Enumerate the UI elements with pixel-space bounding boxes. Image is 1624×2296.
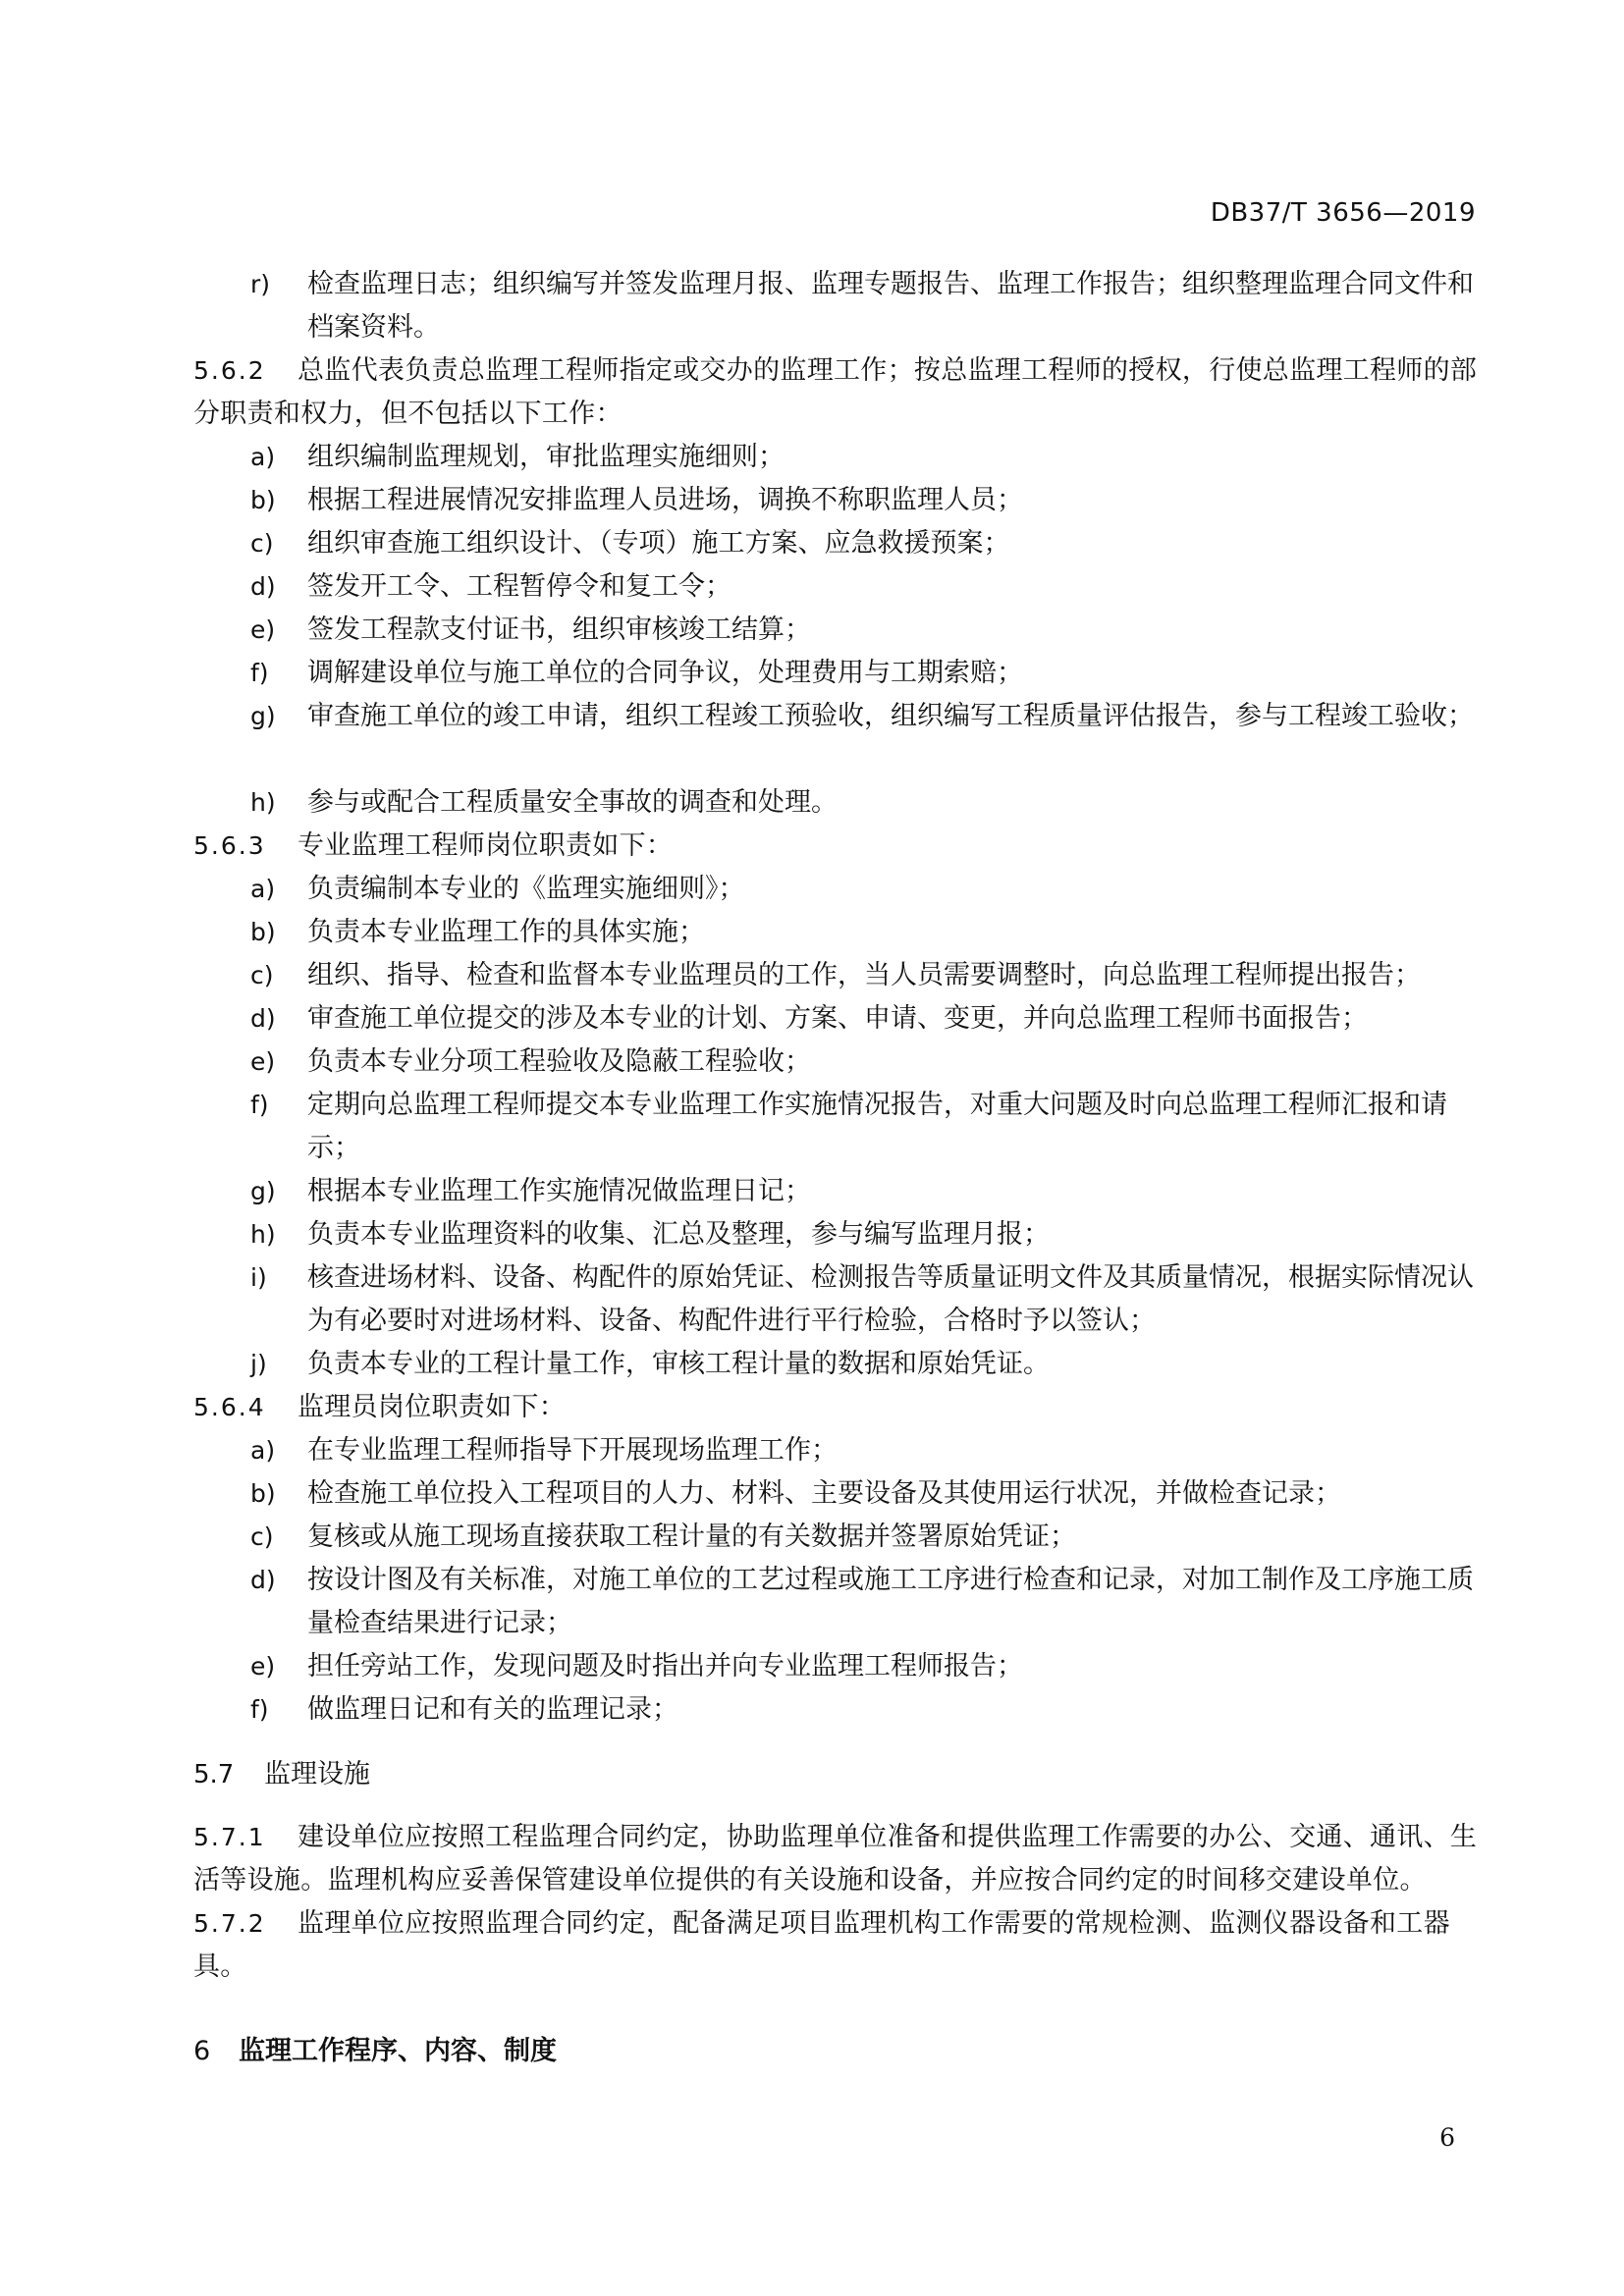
chapter-title: 监理工作程序、内容、制度 <box>239 2036 557 2066</box>
chapter-number: 6 <box>193 2036 211 2066</box>
section-heading-5-7 <box>193 1753 1480 1796</box>
list-item <box>193 1472 1480 1516</box>
list-marker: b) <box>250 918 276 946</box>
list-item <box>193 1170 1480 1213</box>
list-marker: c) <box>250 1522 274 1551</box>
list-text: 负责本专业分项工程验收及隐蔽工程验收； <box>307 1046 811 1077</box>
list-text: 负责本专业的工程计量工作，审核工程计量的数据和原始凭证。 <box>307 1349 1050 1379</box>
list-marker: a) <box>250 443 276 471</box>
clause-number: 5.6.4 <box>193 1393 266 1421</box>
list-marker: a) <box>250 875 276 903</box>
clause-5-6-2 <box>193 349 1480 436</box>
list-item <box>193 1429 1480 1472</box>
list-marker: e) <box>250 1047 276 1076</box>
list-text: 组织、指导、检查和监督本专业监理员的工作，当人员需要调整时，向总监理工程师提出报告； <box>307 960 1421 990</box>
list-text: 审查施工单位提交的涉及本专业的计划、方案、申请、变更，并向总监理工程师书面报告； <box>307 1003 1368 1034</box>
list-text: 根据工程进展情况安排监理人员进场，调换不称职监理人员； <box>307 485 1023 515</box>
list-text: 负责编制本专业的《监理实施细则》； <box>307 874 745 904</box>
list-marker: b) <box>250 486 276 514</box>
list-text: 参与或配合工程质量安全事故的调查和处理。 <box>307 787 838 818</box>
list-item <box>193 565 1480 609</box>
clause-text: 总监代表负责总监理工程师指定或交办的监理工作；按总监理工程师的授权，行使总监理工程师的部分职责和权力，但不包括以下工作： <box>193 355 1478 429</box>
clause-number: 5.7.2 <box>193 1909 266 1938</box>
list-item <box>193 1343 1480 1386</box>
list-text: 调解建设单位与施工单位的合同争议，处理费用与工期索赔； <box>307 658 1023 688</box>
list-marker: f) <box>250 1695 269 1724</box>
list-item <box>193 868 1480 911</box>
clause-5-6-3 <box>193 825 1480 868</box>
list-item <box>193 954 1480 997</box>
list-item <box>193 652 1480 695</box>
list-text: 检查施工单位投入工程项目的人力、材料、主要设备及其使用运行状况，并做检查记录； <box>307 1478 1341 1509</box>
page-number: 6 <box>1439 2123 1455 2152</box>
list-text: 复核或从施工现场直接获取工程计量的有关数据并签署原始凭证； <box>307 1522 1076 1552</box>
clause-number: 5.7.1 <box>193 1823 266 1851</box>
list-marker: h) <box>250 788 276 817</box>
list-marker: c) <box>250 529 274 558</box>
list-marker: a) <box>250 1436 276 1465</box>
clause-5-7-1 <box>193 1816 1480 1902</box>
chapter-heading-6 <box>193 2030 1480 2073</box>
section-number: 5.7 <box>193 1760 235 1789</box>
list-marker: d) <box>250 1566 276 1594</box>
list-marker: d) <box>250 1004 276 1033</box>
clause-5-6-4 <box>193 1386 1480 1429</box>
list-item <box>193 997 1480 1041</box>
list-item <box>193 1041 1480 1084</box>
list-text: 在专业监理工程师指导下开展现场监理工作； <box>307 1435 838 1466</box>
list-text: 定期向总监理工程师提交本专业监理工作实施情况报告，对重大问题及时向总监理工程师汇报和请示； <box>307 1090 1447 1163</box>
list-marker: c) <box>250 961 274 989</box>
list-text: 组织审查施工组织设计、（专项）施工方案、应急救援预案； <box>307 528 1010 559</box>
list-text: 担任旁站工作，发现问题及时指出并向专业监理工程师报告； <box>307 1651 1023 1682</box>
list-text: 负责本专业监理资料的收集、汇总及整理，参与编写监理月报； <box>307 1219 1050 1250</box>
list-marker: r) <box>250 270 271 298</box>
list-marker: b) <box>250 1479 276 1508</box>
list-marker: e) <box>250 615 276 644</box>
clause-text: 建设单位应按照工程监理合同约定，协助监理单位准备和提供监理工作需要的办公、交通、通讯、生活等设施。监理机构应妥善保管建设单位提供的有关设施和设备，并应按合同约定的时间移交建设单位。 <box>193 1822 1478 1896</box>
list-text: 负责本专业监理工作的具体实施； <box>307 917 705 947</box>
page-content <box>193 263 1480 2073</box>
list-marker: e) <box>250 1652 276 1681</box>
section-title: 监理设施 <box>264 1759 370 1789</box>
list-marker: f) <box>250 659 269 687</box>
list-item <box>193 263 1480 349</box>
clause-number: 5.6.3 <box>193 831 266 860</box>
list-marker: f) <box>250 1091 269 1119</box>
list-text: 签发开工令、工程暂停令和复工令； <box>307 571 731 602</box>
list-item <box>193 1559 1480 1645</box>
list-marker: d) <box>250 572 276 601</box>
clause-text: 监理单位应按照监理合同约定，配备满足项目监理机构工作需要的常规检测、监测仪器设备和工器具。 <box>193 1908 1450 1982</box>
list-marker: g) <box>250 702 276 730</box>
list-item <box>193 1645 1480 1688</box>
list-marker: j) <box>250 1350 267 1378</box>
list-marker: i) <box>250 1263 267 1292</box>
list-text: 做监理日记和有关的监理记录； <box>307 1694 678 1725</box>
list-text: 签发工程款支付证书，组织审核竣工结算； <box>307 614 811 645</box>
list-item <box>193 1213 1480 1256</box>
list-item <box>193 522 1480 565</box>
list-item <box>193 609 1480 652</box>
clause-text: 监理员岗位职责如下： <box>298 1392 566 1422</box>
list-item <box>193 1084 1480 1170</box>
list-marker: h) <box>250 1220 276 1249</box>
list-marker: g) <box>250 1177 276 1205</box>
list-text: 根据本专业监理工作实施情况做监理日记； <box>307 1176 811 1206</box>
standard-code: DB37/T 3656—2019 <box>1210 198 1476 228</box>
list-item <box>193 911 1480 954</box>
list-text: 审查施工单位的竣工申请，组织工程竣工预验收，组织编写工程质量评估报告，参与工程竣工验收； <box>307 701 1474 731</box>
clause-number: 5.6.2 <box>193 356 266 385</box>
list-text: 核查进场材料、设备、构配件的原始凭证、检测报告等质量证明文件及其质量情况，根据实际情况认为有必要时对进场材料、设备、构配件进行平行检验，合格时予以签认； <box>307 1262 1474 1336</box>
list-text: 检查监理日志；组织编写并签发监理月报、监理专题报告、监理工作报告；组织整理监理合同文件和档案资料。 <box>307 269 1474 343</box>
list-text: 按设计图及有关标准，对施工单位的工艺过程或施工工序进行检查和记录，对加工制作及工序施工质量检查结果进行记录； <box>307 1565 1474 1638</box>
list-item <box>193 1688 1480 1732</box>
clause-5-7-2 <box>193 1902 1480 1989</box>
list-text: 组织编制监理规划，审批监理实施细则； <box>307 442 785 472</box>
list-item <box>193 781 1480 825</box>
clause-text: 专业监理工程师岗位职责如下： <box>298 830 674 861</box>
list-item <box>193 1516 1480 1559</box>
list-item <box>193 1256 1480 1343</box>
list-item <box>193 479 1480 522</box>
list-item <box>193 436 1480 479</box>
list-item <box>193 695 1480 781</box>
